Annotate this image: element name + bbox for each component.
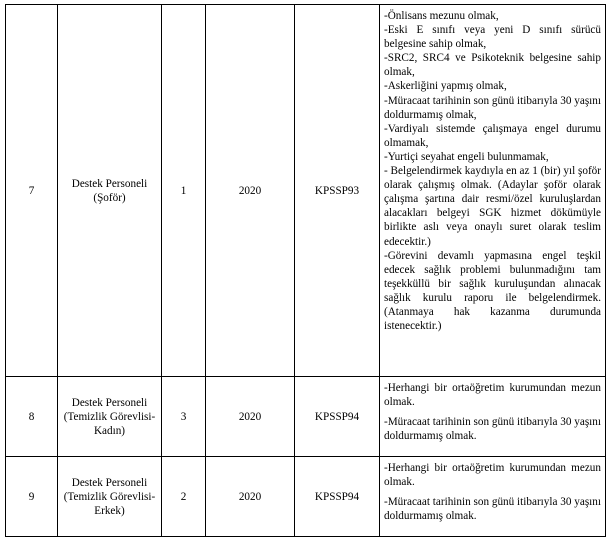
position-line: (Temizlik [63, 490, 108, 503]
requirement-item: -Yurtiçi seyahat engeli bulunmamak, [384, 150, 549, 163]
position-line: Destek Personeli [71, 476, 148, 489]
requirements-cell [380, 5, 606, 377]
table-row [6, 5, 606, 377]
kpss-year: 2020 [206, 377, 295, 457]
kpss-year: 2020 [206, 457, 295, 537]
position-line: Destek Personeli [71, 177, 148, 190]
position-line: Destek Personeli [71, 396, 148, 409]
position-title [58, 5, 162, 377]
requirement-item: -Herhangi bir ortaöğretim kurumundan mezun olmak. [384, 462, 601, 489]
requirements-cell [380, 377, 606, 457]
kpss-score-type: KPSSP94 [295, 377, 380, 457]
position-line: Görevlisi-Erkek) [94, 490, 156, 517]
row-number: 8 [6, 377, 58, 457]
table-row [6, 377, 606, 457]
positions-table [5, 4, 606, 537]
position-line: Görevlisi-Kadın) [93, 410, 156, 437]
kpss-score-type: KPSSP93 [295, 5, 380, 377]
position-count: 3 [162, 377, 206, 457]
row-number: 9 [6, 457, 58, 537]
table-row [6, 457, 606, 537]
requirement-item: - Belgelendirmek kaydıyla en az 1 (bir) yıl şoför olarak çalışmış olmak. (Adaylar şoför olarak çalışma şartına dair resmi/özel kuruluşlardan alacakları belgeyi SGK hizmet dökümüyle birlikte aslı veya onaylı suret olarak teslim edecektir.) [384, 165, 601, 248]
requirement-item: -Vardiyalı sistemde çalışmaya engel durumu olmamak, [384, 122, 601, 149]
position-count: 2 [162, 457, 206, 537]
kpss-score-type: KPSSP94 [295, 457, 380, 537]
kpss-year: 2020 [206, 5, 295, 377]
row-number: 7 [6, 5, 58, 377]
requirement-item: -Eski E sınıfı veya yeni D sınıfı sürücü belgesine sahip olmak, [384, 24, 601, 51]
requirement-item: -Müracaat tarihinin son günü itibarıyla 30 yaşını doldurmamış olmak. [384, 416, 601, 443]
requirement-item: -Müracaat tarihinin son günü itibarıyla 30 yaşını doldurmamış olmak. [384, 496, 601, 523]
position-line: (Temizlik [63, 410, 108, 423]
position-title [58, 457, 162, 537]
requirement-item: -Herhangi bir ortaöğretim kurumundan mezun olmak. [384, 382, 601, 409]
requirement-item: -Müracaat tarihinin son günü itibarıyla 30 yaşını doldurmamış olmak, [384, 94, 601, 121]
requirements-cell [380, 457, 606, 537]
requirement-item: -Önlisans mezunu olmak, [384, 10, 499, 22]
position-line: (Şoför) [93, 191, 126, 204]
document-page [5, 4, 605, 537]
requirement-item: -SRC2, SRC4 ve Psikoteknik belgesine sahip olmak, [384, 52, 601, 79]
position-count: 1 [162, 5, 206, 377]
requirement-item: -Görevini devamlı yapmasına engel teşkil edecek sağlık problemi bulunmadığını tam teşekküllü bir sağlık kuruluşundan alınacak sağlık kurulu raporu ile belgelendirmek. (Atanmaya hak kazanma durumunda istenecektir.) [384, 249, 601, 333]
position-title [58, 377, 162, 457]
requirement-item: -Askerliğini yapmış olmak, [384, 80, 507, 93]
